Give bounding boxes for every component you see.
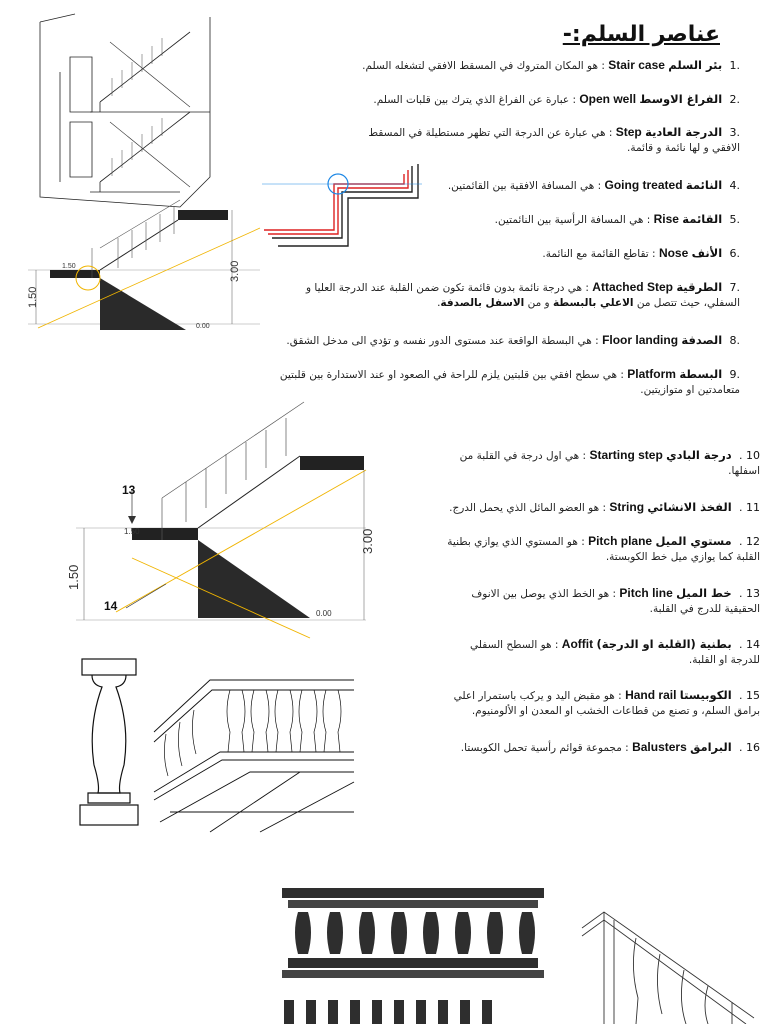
term-english: Pitch plane — [588, 534, 653, 548]
step-plan-detail-figure — [262, 162, 422, 258]
list-item-4 — [430, 178, 740, 194]
list-item-9 — [268, 367, 740, 398]
term-arabic: الفخذ الانشائي — [647, 500, 732, 514]
term-description: : هي المسافة الرأسية بين النائمتين. — [494, 214, 651, 226]
term-arabic: الطرقية — [676, 280, 723, 294]
item-number: .4 — [729, 179, 740, 192]
term-arabic: الفراغ الاوسط — [639, 92, 723, 106]
item-number: .8 — [729, 334, 740, 347]
level-low-label-2: 0.00 — [316, 609, 332, 618]
term-emphasis-bottom: الاسفل بالصدفة — [440, 297, 525, 309]
term-english: Stair case — [608, 58, 665, 72]
balustrade-perspective-figure — [150, 672, 356, 832]
item-number: 12 . — [739, 535, 760, 548]
term-description: : هو الخط الذي يوصل بين الانوف الحقيقية للدرج في القلبة. — [471, 588, 760, 615]
term-description: : تقاطع القائمة مع النائمة. — [542, 248, 656, 260]
item-number: 15 . — [739, 689, 760, 702]
term-arabic: الصدفة — [681, 333, 723, 347]
term-english: Hand rail — [625, 688, 677, 702]
term-description: : هي سطح افقي بين قلبتين يلزم للراحة في الصعود او عند الاستدارة بين قلبتين متعامدتين او متوازيتين. — [279, 369, 740, 396]
dim-left-label-2: 1.50 — [66, 564, 81, 590]
term-english: Rise — [653, 212, 679, 226]
level-low-label: 0.00 — [196, 323, 210, 330]
term-english: Balusters — [632, 740, 687, 754]
term-description: : هو المستوي الذي يوازي بطنية القلبة كما يوازي ميل خط الكوبستة. — [447, 536, 760, 563]
item-number: 14 . — [739, 638, 760, 651]
list-item-2 — [360, 92, 740, 108]
item-number: .3 — [729, 126, 740, 139]
item-number: .9 — [729, 368, 740, 381]
term-arabic: الدرجة العادية — [645, 125, 723, 139]
term-arabic: البسطة — [679, 367, 723, 381]
term-description: : هو السطح السفلي للدرجة او القلبة. — [470, 639, 760, 666]
term-description: : هو المكان المتروك في المسقط الافقي لتشغله السلم. — [362, 60, 605, 72]
term-arabic: خط الميل — [676, 586, 732, 600]
term-arabic: الكوبيستا — [679, 688, 732, 702]
term-arabic: مستوي الميل — [655, 534, 732, 548]
term-description: : هي اول درجة في القلبة من اسفلها. — [459, 450, 760, 477]
term-english: Step — [615, 125, 642, 139]
list-item-16 — [440, 740, 760, 756]
term-english: Going treated — [604, 178, 683, 192]
term-arabic: القائمة — [682, 212, 723, 226]
term-english: Aoffit — [561, 637, 594, 651]
list-item-5 — [430, 212, 740, 228]
page-title: عناصر السلم:- — [562, 22, 720, 47]
term-description: : هي درجة نائمة بدون قائمة تكون ضمن القلبة عند الدرجة العليا و السفلي، حيث تتصل من — [306, 282, 740, 309]
term-description: : عبارة عن الفراغ الذي يترك بين قلبات السلم. — [373, 94, 576, 106]
item-number: 10 . — [739, 449, 760, 462]
dim-right-label-2: 3.00 — [360, 528, 375, 554]
list-item-15 — [440, 688, 760, 719]
item-number: 16 . — [739, 741, 760, 754]
dim-right-label: 3.00 — [229, 260, 241, 282]
term-arabic: بطنية (القلبة او الدرجة) — [596, 637, 732, 651]
list-item-11 — [440, 500, 760, 516]
level-mid-label: 1.50 — [62, 263, 76, 270]
list-item-10 — [440, 448, 760, 479]
term-english: Pitch line — [619, 586, 673, 600]
item-number: .2 — [729, 93, 740, 106]
term-description: : هي المسافة الافقية بين القائمتين. — [447, 180, 602, 192]
item-number: .7 — [729, 281, 740, 294]
term-arabic: درجة البادي — [666, 448, 732, 462]
term-arabic: بئر السلم — [668, 58, 723, 72]
item-number: .1 — [729, 59, 740, 72]
term-english: Floor landing — [602, 333, 679, 347]
list-item-3 — [360, 125, 740, 156]
term-english: String — [609, 500, 645, 514]
isometric-stair-figure — [30, 12, 215, 212]
term-english: Nose — [658, 246, 689, 260]
list-item-6 — [430, 246, 740, 262]
term-arabic: الأنف — [691, 246, 723, 260]
term-description: : مجموعة قوائم رأسية تحمل الكوبستا. — [460, 742, 629, 754]
callout-14: 14 — [104, 599, 118, 613]
term-emphasis-top: الاعلي بالبسطة — [552, 297, 634, 309]
term-arabic: البرامق — [690, 740, 732, 754]
term-english: Starting step — [589, 448, 663, 462]
list-item-8 — [270, 333, 740, 349]
list-item-1 — [360, 58, 740, 74]
term-description: : هو العضو المائل الذي يحمل الدرج. — [449, 502, 607, 514]
level-mid-label-2: 1.50 — [124, 527, 140, 536]
dark-balusters-figure — [278, 884, 548, 1024]
term-description: : هو مقبض اليد و يركب باستمرار اعلي برامق السلم، و تصنع من قطاعات الخشب او المعدن او الألومنيوم. — [453, 690, 760, 717]
term-english: Open well — [579, 92, 637, 106]
stair-section-figure-2 — [66, 442, 375, 652]
item-number: 11 . — [739, 501, 760, 514]
list-item-14 — [440, 637, 760, 668]
list-item-13 — [440, 586, 760, 617]
term-arabic: النائمة — [685, 178, 723, 192]
item-number: .6 — [729, 247, 740, 260]
dim-left-label: 1.50 — [27, 286, 39, 308]
term-english: Attached Step — [592, 280, 673, 294]
item-number: .5 — [729, 213, 740, 226]
list-item-7: .7 الطرقية Attached Step : هي درجة نائمة بدون قائمة تكون ضمن القلبة عند الدرجة العليا و السفلي، حيث تتصل من الاعلي بالبسطة و من الاسفل بالصدفة. — [306, 280, 740, 309]
term-description: : هي البسطة الواقعة عند مستوى الدور نفسه و تؤدي الى مدخل الشقق. — [286, 335, 599, 347]
handrail-sketch-figure — [574, 888, 764, 1024]
term-description: : هي عبارة عن الدرجة التي تظهر مستطيلة في المسقط الافقي و لها نائمة و قائمة. — [368, 127, 740, 154]
list-item-12 — [440, 534, 760, 565]
term-english: Platform — [627, 367, 676, 381]
item-number: 13 . — [739, 587, 760, 600]
callout-13: 13 — [122, 483, 136, 497]
baluster-figure — [74, 655, 144, 830]
stair-section-figure-1 — [28, 208, 260, 356]
